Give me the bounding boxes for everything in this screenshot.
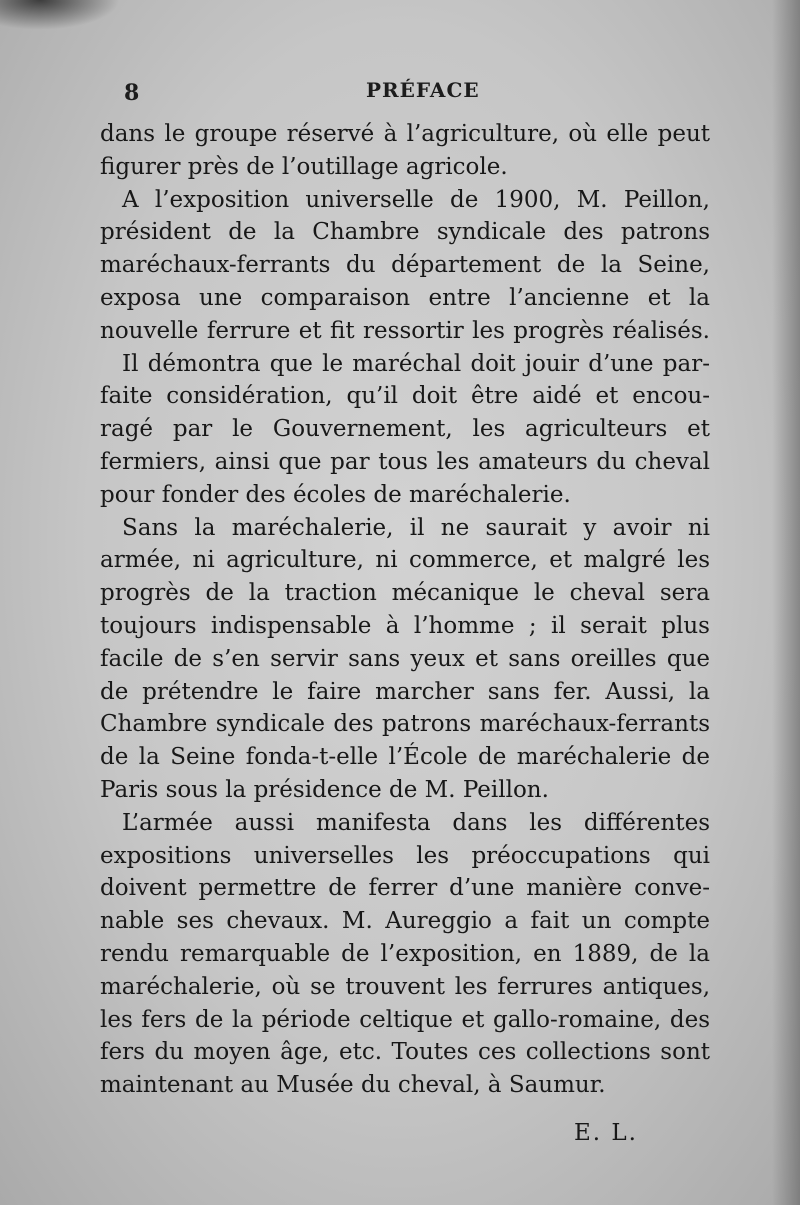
- body-text: [100, 118, 710, 1102]
- text-line: nable ses chevaux. M. Aureggio a fait un compte: [100, 908, 710, 935]
- text-line: maréchaux-ferrants du département de la Seine,: [100, 252, 710, 279]
- text-line: expositions universelles les préoccupations qui: [100, 842, 710, 869]
- text-line: toujours indispensable à l’homme ; il serait plus: [100, 612, 710, 639]
- text-line: maintenant au Musée du cheval, à Saumur.: [100, 1072, 606, 1099]
- text-line: fers du moyen âge, etc. Toutes ces collections sont: [100, 1039, 710, 1066]
- text-line: Il démontra que le maréchal doit jouir d’une par-: [122, 350, 710, 377]
- running-title: PRÉFACE: [366, 78, 480, 102]
- text-line: A l’exposition universelle de 1900, M. Peillon,: [122, 186, 710, 213]
- text-line: Sans la maréchalerie, il ne saurait y avoir ni: [122, 514, 710, 541]
- text-line: exposa une comparaison entre l’ancienne et la: [100, 284, 710, 311]
- text-line: progrès de la traction mécanique le cheval sera: [100, 580, 710, 607]
- page-header: [0, 74, 800, 110]
- text-line: ragé par le Gouvernement, les agriculteurs et: [100, 416, 710, 443]
- text-line: président de la Chambre syndicale des patrons: [100, 219, 710, 246]
- text-line: L’armée aussi manifesta dans les différentes: [122, 809, 710, 836]
- text-line: les fers de la période celtique et gallo-romaine, des: [100, 1006, 710, 1033]
- text-line: figurer près de l’outillage agricole.: [100, 153, 508, 180]
- text-line: pour fonder des écoles de maréchalerie.: [100, 481, 571, 508]
- scan-shadow: [0, 0, 120, 30]
- text-line: armée, ni agriculture, ni commerce, et malgré les: [100, 547, 710, 574]
- page-number: 8: [124, 80, 140, 106]
- text-line: dans le groupe réservé à l’agriculture, où elle peut: [100, 121, 710, 147]
- author-signature: E. L.: [574, 1120, 638, 1146]
- text-line: Chambre syndicale des patrons maréchaux-ferrants: [100, 711, 710, 738]
- text-line: Paris sous la présidence de M. Peillon.: [100, 776, 549, 803]
- text-line: facile de s’en servir sans yeux et sans oreilles que: [100, 645, 710, 672]
- text-line: de prétendre le faire marcher sans fer. Aussi, la: [100, 678, 710, 705]
- text-line: faite considération, qu’il doit être aidé et encou-: [100, 383, 710, 410]
- page-edge-shadow: [772, 0, 800, 1205]
- text-line: rendu remarquable de l’exposition, en 1889, de la: [100, 940, 710, 967]
- text-line: maréchalerie, où se trouvent les ferrures antiques,: [100, 973, 710, 1000]
- text-line: de la Seine fonda-t-elle l’École de maréchalerie de: [100, 744, 710, 771]
- text-line: fermiers, ainsi que par tous les amateurs du cheval: [100, 448, 710, 475]
- text-line: nouvelle ferrure et fit ressortir les progrès réalisés.: [100, 317, 710, 344]
- text-line: doivent permettre de ferrer d’une manière conve-: [100, 875, 710, 902]
